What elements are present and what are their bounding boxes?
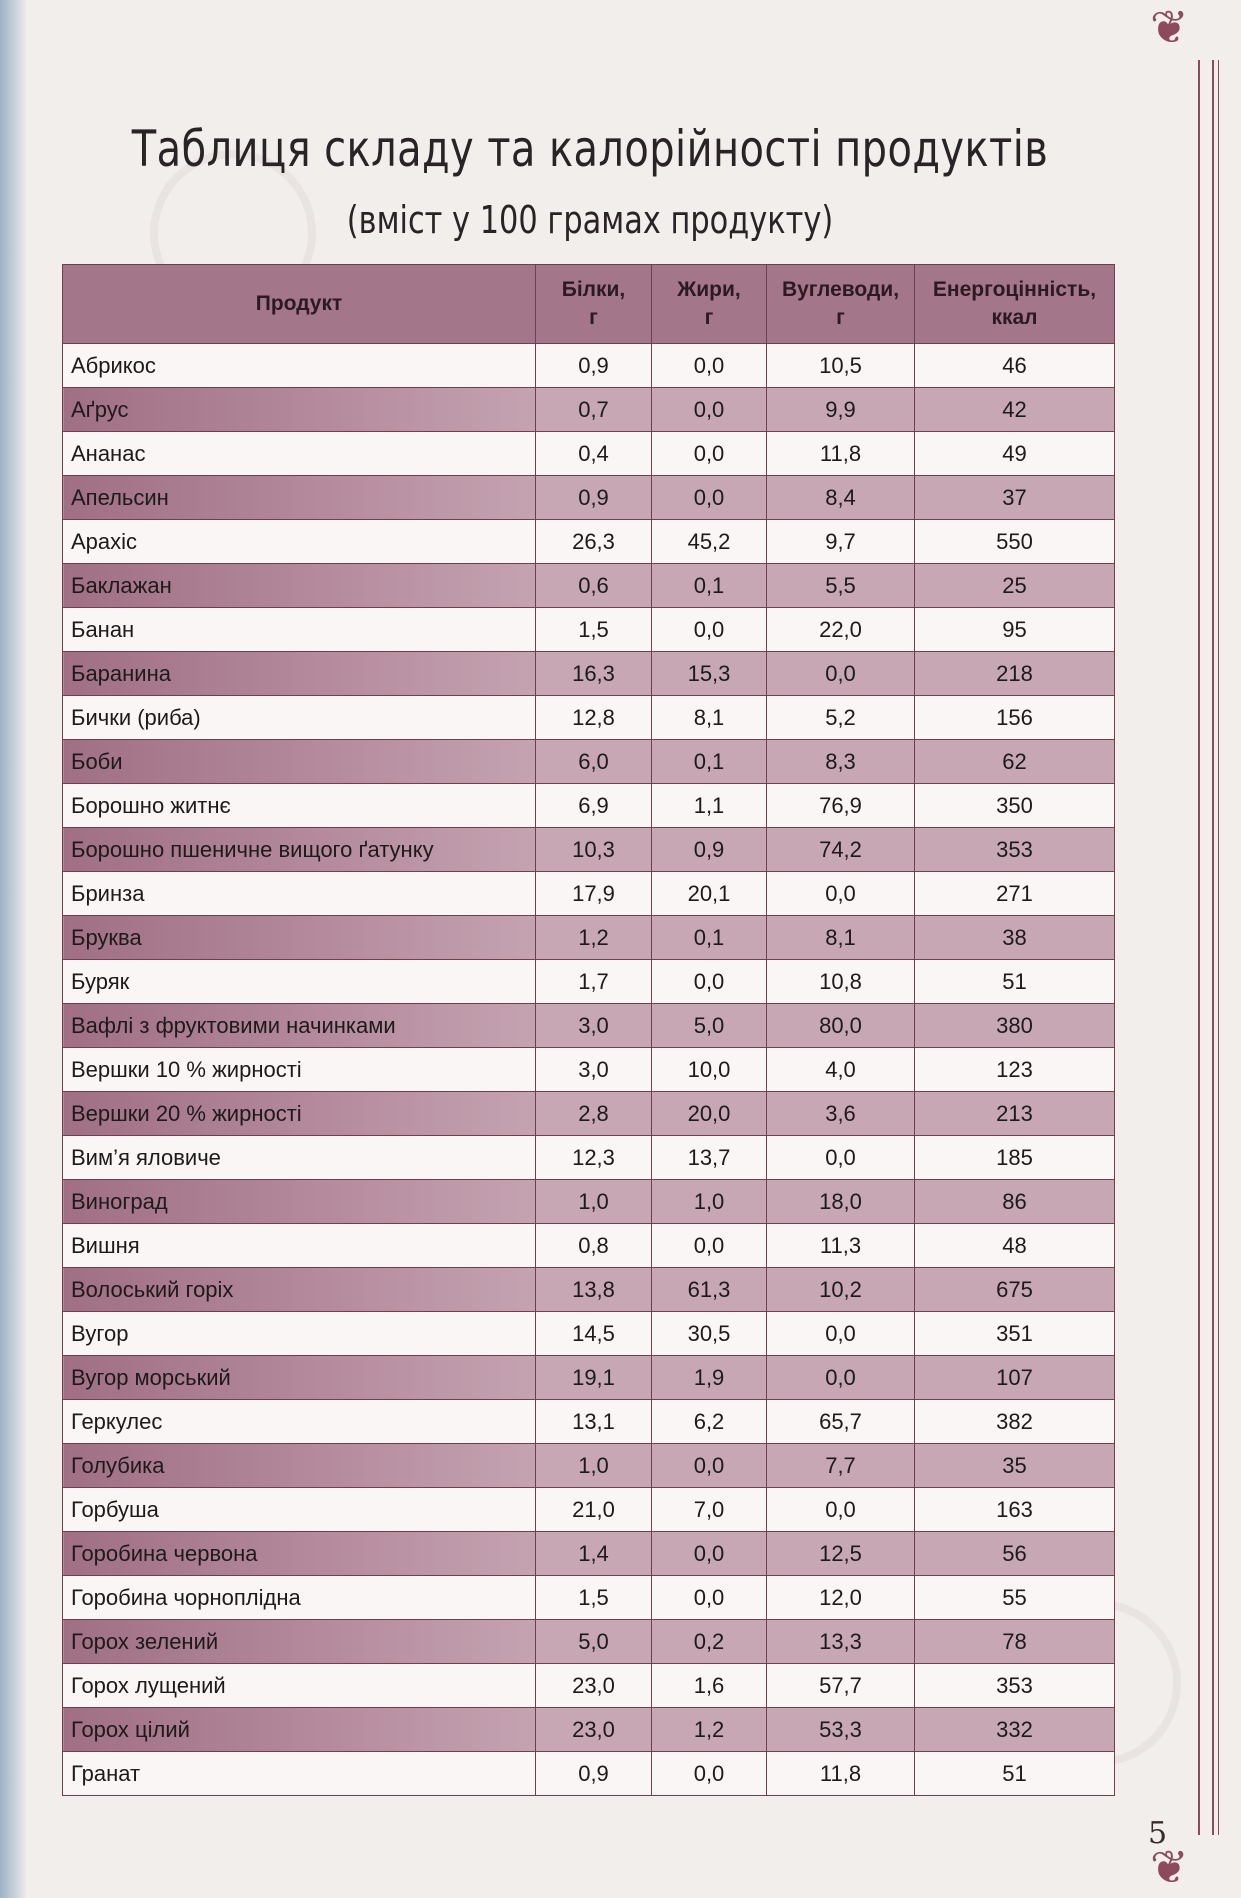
cell-protein: 3,0 (536, 1048, 652, 1092)
cell-energy: 123 (915, 1048, 1115, 1092)
cell-energy: 55 (915, 1576, 1115, 1620)
table-row (63, 740, 1115, 784)
cell-protein: 1,5 (536, 608, 652, 652)
cell-product: Горобина червона (63, 1532, 536, 1576)
cell-product: Бички (риба) (63, 696, 536, 740)
column-header-label: Енергоцінність, (932, 278, 1097, 301)
cell-fat: 5,0 (652, 1004, 767, 1048)
cell-product: Банан (63, 608, 536, 652)
cell-product: Геркулес (63, 1400, 536, 1444)
cell-fat: 0,0 (652, 1752, 767, 1796)
cell-carbs: 13,3 (767, 1620, 915, 1664)
cell-product: Вугор (63, 1312, 536, 1356)
cell-product: Борошно пшеничне вищого ґатунку (63, 828, 536, 872)
cell-fat: 0,0 (652, 1444, 767, 1488)
cell-protein: 12,8 (536, 696, 652, 740)
cell-fat: 1,6 (652, 1664, 767, 1708)
cell-energy: 353 (915, 828, 1115, 872)
cell-energy: 332 (915, 1708, 1115, 1752)
table-row (63, 1356, 1115, 1400)
table-row (63, 1620, 1115, 1664)
cell-fat: 8,1 (652, 696, 767, 740)
cell-energy: 350 (915, 784, 1115, 828)
cell-energy: 37 (915, 476, 1115, 520)
cell-protein: 0,9 (536, 344, 652, 388)
nutrition-table (62, 264, 1115, 1796)
cell-fat: 7,0 (652, 1488, 767, 1532)
page-title: Таблиця складу та калорійності продуктів (131, 120, 1049, 178)
cell-carbs: 8,4 (767, 476, 915, 520)
table-row (63, 1092, 1115, 1136)
table-row (63, 828, 1115, 872)
cell-fat: 0,0 (652, 432, 767, 476)
column-header-protein (536, 265, 652, 344)
cell-product: Боби (63, 740, 536, 784)
table-row (63, 1576, 1115, 1620)
cell-protein: 13,1 (536, 1400, 652, 1444)
column-header-unit: г (836, 306, 845, 329)
cell-energy: 48 (915, 1224, 1115, 1268)
cell-protein: 1,7 (536, 960, 652, 1004)
cell-carbs: 4,0 (767, 1048, 915, 1092)
cell-carbs: 11,8 (767, 432, 915, 476)
cell-fat: 1,0 (652, 1180, 767, 1224)
cell-product: Апельсин (63, 476, 536, 520)
cell-product: Вершки 10 % жирності (63, 1048, 536, 1092)
table-body (63, 344, 1115, 1796)
column-header-label: Продукт (255, 292, 343, 315)
cell-carbs: 8,3 (767, 740, 915, 784)
cell-protein: 13,8 (536, 1268, 652, 1312)
table-row (63, 1400, 1115, 1444)
cell-protein: 6,9 (536, 784, 652, 828)
cell-protein: 21,0 (536, 1488, 652, 1532)
cell-product: Буряк (63, 960, 536, 1004)
cell-energy: 51 (915, 1752, 1115, 1796)
page-subtitle: (вміст у 100 грамах продукту) (346, 198, 834, 242)
cell-protein: 0,7 (536, 388, 652, 432)
cell-fat: 0,9 (652, 828, 767, 872)
table-row (63, 916, 1115, 960)
cell-fat: 10,0 (652, 1048, 767, 1092)
cell-fat: 30,5 (652, 1312, 767, 1356)
table-row (63, 1004, 1115, 1048)
cell-carbs: 74,2 (767, 828, 915, 872)
cell-product: Баклажан (63, 564, 536, 608)
cell-protein: 0,9 (536, 476, 652, 520)
table-row (63, 1312, 1115, 1356)
cell-product: Вершки 20 % жирності (63, 1092, 536, 1136)
cell-product: Борошно житнє (63, 784, 536, 828)
column-header-energy (915, 265, 1115, 344)
cell-carbs: 65,7 (767, 1400, 915, 1444)
cell-carbs: 10,2 (767, 1268, 915, 1312)
table-row (63, 1136, 1115, 1180)
cell-fat: 61,3 (652, 1268, 767, 1312)
cell-energy: 163 (915, 1488, 1115, 1532)
cell-carbs: 8,1 (767, 916, 915, 960)
cell-fat: 1,2 (652, 1708, 767, 1752)
cell-energy: 185 (915, 1136, 1115, 1180)
cell-protein: 14,5 (536, 1312, 652, 1356)
cell-product: Горбуша (63, 1488, 536, 1532)
cell-carbs: 0,0 (767, 1312, 915, 1356)
cell-carbs: 57,7 (767, 1664, 915, 1708)
cell-fat: 15,3 (652, 652, 767, 696)
cell-energy: 86 (915, 1180, 1115, 1224)
cell-energy: 353 (915, 1664, 1115, 1708)
cell-product: Виноград (63, 1180, 536, 1224)
column-header-unit: г (589, 306, 598, 329)
table-row (63, 1532, 1115, 1576)
cell-product: Абрикос (63, 344, 536, 388)
cell-product: Горох зелений (63, 1620, 536, 1664)
cell-fat: 0,0 (652, 476, 767, 520)
column-header-label: Вуглеводи, (781, 278, 900, 301)
cell-product: Горох лущений (63, 1664, 536, 1708)
cell-energy: 38 (915, 916, 1115, 960)
cell-energy: 675 (915, 1268, 1115, 1312)
cell-fat: 20,1 (652, 872, 767, 916)
cell-energy: 271 (915, 872, 1115, 916)
table-row (63, 520, 1115, 564)
cell-protein: 23,0 (536, 1708, 652, 1752)
cell-energy: 42 (915, 388, 1115, 432)
cell-product: Гранат (63, 1752, 536, 1796)
cell-product: Бринза (63, 872, 536, 916)
cell-energy: 380 (915, 1004, 1115, 1048)
cell-protein: 1,2 (536, 916, 652, 960)
cell-energy: 49 (915, 432, 1115, 476)
cell-energy: 46 (915, 344, 1115, 388)
table-row (63, 652, 1115, 696)
cell-fat: 0,0 (652, 608, 767, 652)
column-header-label: Білки, (561, 278, 626, 301)
cell-carbs: 80,0 (767, 1004, 915, 1048)
table-row (63, 960, 1115, 1004)
table-row (63, 432, 1115, 476)
cell-fat: 6,2 (652, 1400, 767, 1444)
cell-energy: 25 (915, 564, 1115, 608)
cell-protein: 0,6 (536, 564, 652, 608)
cell-protein: 10,3 (536, 828, 652, 872)
cell-fat: 1,9 (652, 1356, 767, 1400)
cell-product: Горох цілий (63, 1708, 536, 1752)
table-row (63, 1444, 1115, 1488)
cell-carbs: 10,5 (767, 344, 915, 388)
cell-carbs: 11,3 (767, 1224, 915, 1268)
cell-product: Вишня (63, 1224, 536, 1268)
table-row (63, 1268, 1115, 1312)
cell-product: Вим’я яловиче (63, 1136, 536, 1180)
cell-product: Горобина чорноплідна (63, 1576, 536, 1620)
cell-fat: 20,0 (652, 1092, 767, 1136)
cell-protein: 5,0 (536, 1620, 652, 1664)
cell-fat: 0,0 (652, 1532, 767, 1576)
top-corner-ornament-icon: ❦ (1150, 0, 1189, 54)
cell-fat: 0,0 (652, 388, 767, 432)
cell-carbs: 3,6 (767, 1092, 915, 1136)
table-row (63, 1180, 1115, 1224)
cell-fat: 0,0 (652, 1224, 767, 1268)
cell-fat: 13,7 (652, 1136, 767, 1180)
cell-product: Ананас (63, 432, 536, 476)
table-row (63, 1488, 1115, 1532)
cell-protein: 17,9 (536, 872, 652, 916)
cell-product: Аґрус (63, 388, 536, 432)
table-row (63, 564, 1115, 608)
cell-energy: 51 (915, 960, 1115, 1004)
cell-carbs: 12,0 (767, 1576, 915, 1620)
cell-product: Вафлі з фруктовими начинками (63, 1004, 536, 1048)
cell-protein: 1,5 (536, 1576, 652, 1620)
column-header-unit: ккал (991, 306, 1038, 329)
cell-protein: 1,0 (536, 1180, 652, 1224)
cell-product: Бруква (63, 916, 536, 960)
table-row (63, 1664, 1115, 1708)
cell-carbs: 9,9 (767, 388, 915, 432)
table-row (63, 1224, 1115, 1268)
cell-carbs: 7,7 (767, 1444, 915, 1488)
cell-product: Вугор морський (63, 1356, 536, 1400)
table-header-row (63, 265, 1115, 344)
bottom-corner-ornament-icon: ❦ (1150, 1840, 1189, 1894)
cell-carbs: 0,0 (767, 652, 915, 696)
cell-energy: 351 (915, 1312, 1115, 1356)
cell-product: Арахіс (63, 520, 536, 564)
cell-product: Голубика (63, 1444, 536, 1488)
cell-protein: 23,0 (536, 1664, 652, 1708)
cell-fat: 0,1 (652, 564, 767, 608)
column-header-carbs (767, 265, 915, 344)
cell-energy: 213 (915, 1092, 1115, 1136)
cell-protein: 1,0 (536, 1444, 652, 1488)
cell-protein: 0,4 (536, 432, 652, 476)
column-header-fat (652, 265, 767, 344)
cell-carbs: 0,0 (767, 1488, 915, 1532)
cell-fat: 0,2 (652, 1620, 767, 1664)
cell-protein: 0,8 (536, 1224, 652, 1268)
cell-energy: 550 (915, 520, 1115, 564)
cell-product: Баранина (63, 652, 536, 696)
cell-carbs: 22,0 (767, 608, 915, 652)
table-row (63, 872, 1115, 916)
cell-protein: 12,3 (536, 1136, 652, 1180)
cell-protein: 2,8 (536, 1092, 652, 1136)
cell-energy: 78 (915, 1620, 1115, 1664)
cell-energy: 35 (915, 1444, 1115, 1488)
table-row (63, 784, 1115, 828)
cell-carbs: 5,2 (767, 696, 915, 740)
cell-fat: 0,0 (652, 960, 767, 1004)
table-row (63, 1752, 1115, 1796)
cell-energy: 56 (915, 1532, 1115, 1576)
cell-carbs: 5,5 (767, 564, 915, 608)
cell-protein: 3,0 (536, 1004, 652, 1048)
cell-protein: 16,3 (536, 652, 652, 696)
table-row (63, 1048, 1115, 1092)
cell-energy: 382 (915, 1400, 1115, 1444)
cell-fat: 0,1 (652, 740, 767, 784)
cell-carbs: 12,5 (767, 1532, 915, 1576)
cell-energy: 218 (915, 652, 1115, 696)
page-number: 5 (1148, 1816, 1168, 1851)
cell-carbs: 53,3 (767, 1708, 915, 1752)
table-row (63, 1708, 1115, 1752)
cell-carbs: 10,8 (767, 960, 915, 1004)
cell-product: Волоський горіх (63, 1268, 536, 1312)
cell-protein: 1,4 (536, 1532, 652, 1576)
cell-energy: 156 (915, 696, 1115, 740)
cell-protein: 26,3 (536, 520, 652, 564)
table-row (63, 476, 1115, 520)
cell-energy: 107 (915, 1356, 1115, 1400)
cell-carbs: 0,0 (767, 1356, 915, 1400)
cell-carbs: 18,0 (767, 1180, 915, 1224)
cell-carbs: 0,0 (767, 1136, 915, 1180)
cell-energy: 95 (915, 608, 1115, 652)
cell-fat: 1,1 (652, 784, 767, 828)
cell-energy: 62 (915, 740, 1115, 784)
page-binding-shadow (0, 0, 26, 1898)
table-row (63, 608, 1115, 652)
cell-fat: 0,0 (652, 344, 767, 388)
table-row (63, 696, 1115, 740)
cell-carbs: 76,9 (767, 784, 915, 828)
decorative-frame-line (1198, 60, 1200, 1835)
column-header-label: Жири, (677, 278, 741, 301)
table-row (63, 388, 1115, 432)
cell-carbs: 0,0 (767, 872, 915, 916)
cell-fat: 45,2 (652, 520, 767, 564)
cell-carbs: 9,7 (767, 520, 915, 564)
cell-fat: 0,1 (652, 916, 767, 960)
decorative-frame-line (1212, 60, 1219, 1835)
cell-fat: 0,0 (652, 1576, 767, 1620)
column-header-unit: г (704, 306, 714, 329)
column-header-product (63, 265, 536, 344)
table-row (63, 344, 1115, 388)
cell-protein: 6,0 (536, 740, 652, 784)
cell-protein: 0,9 (536, 1752, 652, 1796)
cell-protein: 19,1 (536, 1356, 652, 1400)
cell-carbs: 11,8 (767, 1752, 915, 1796)
